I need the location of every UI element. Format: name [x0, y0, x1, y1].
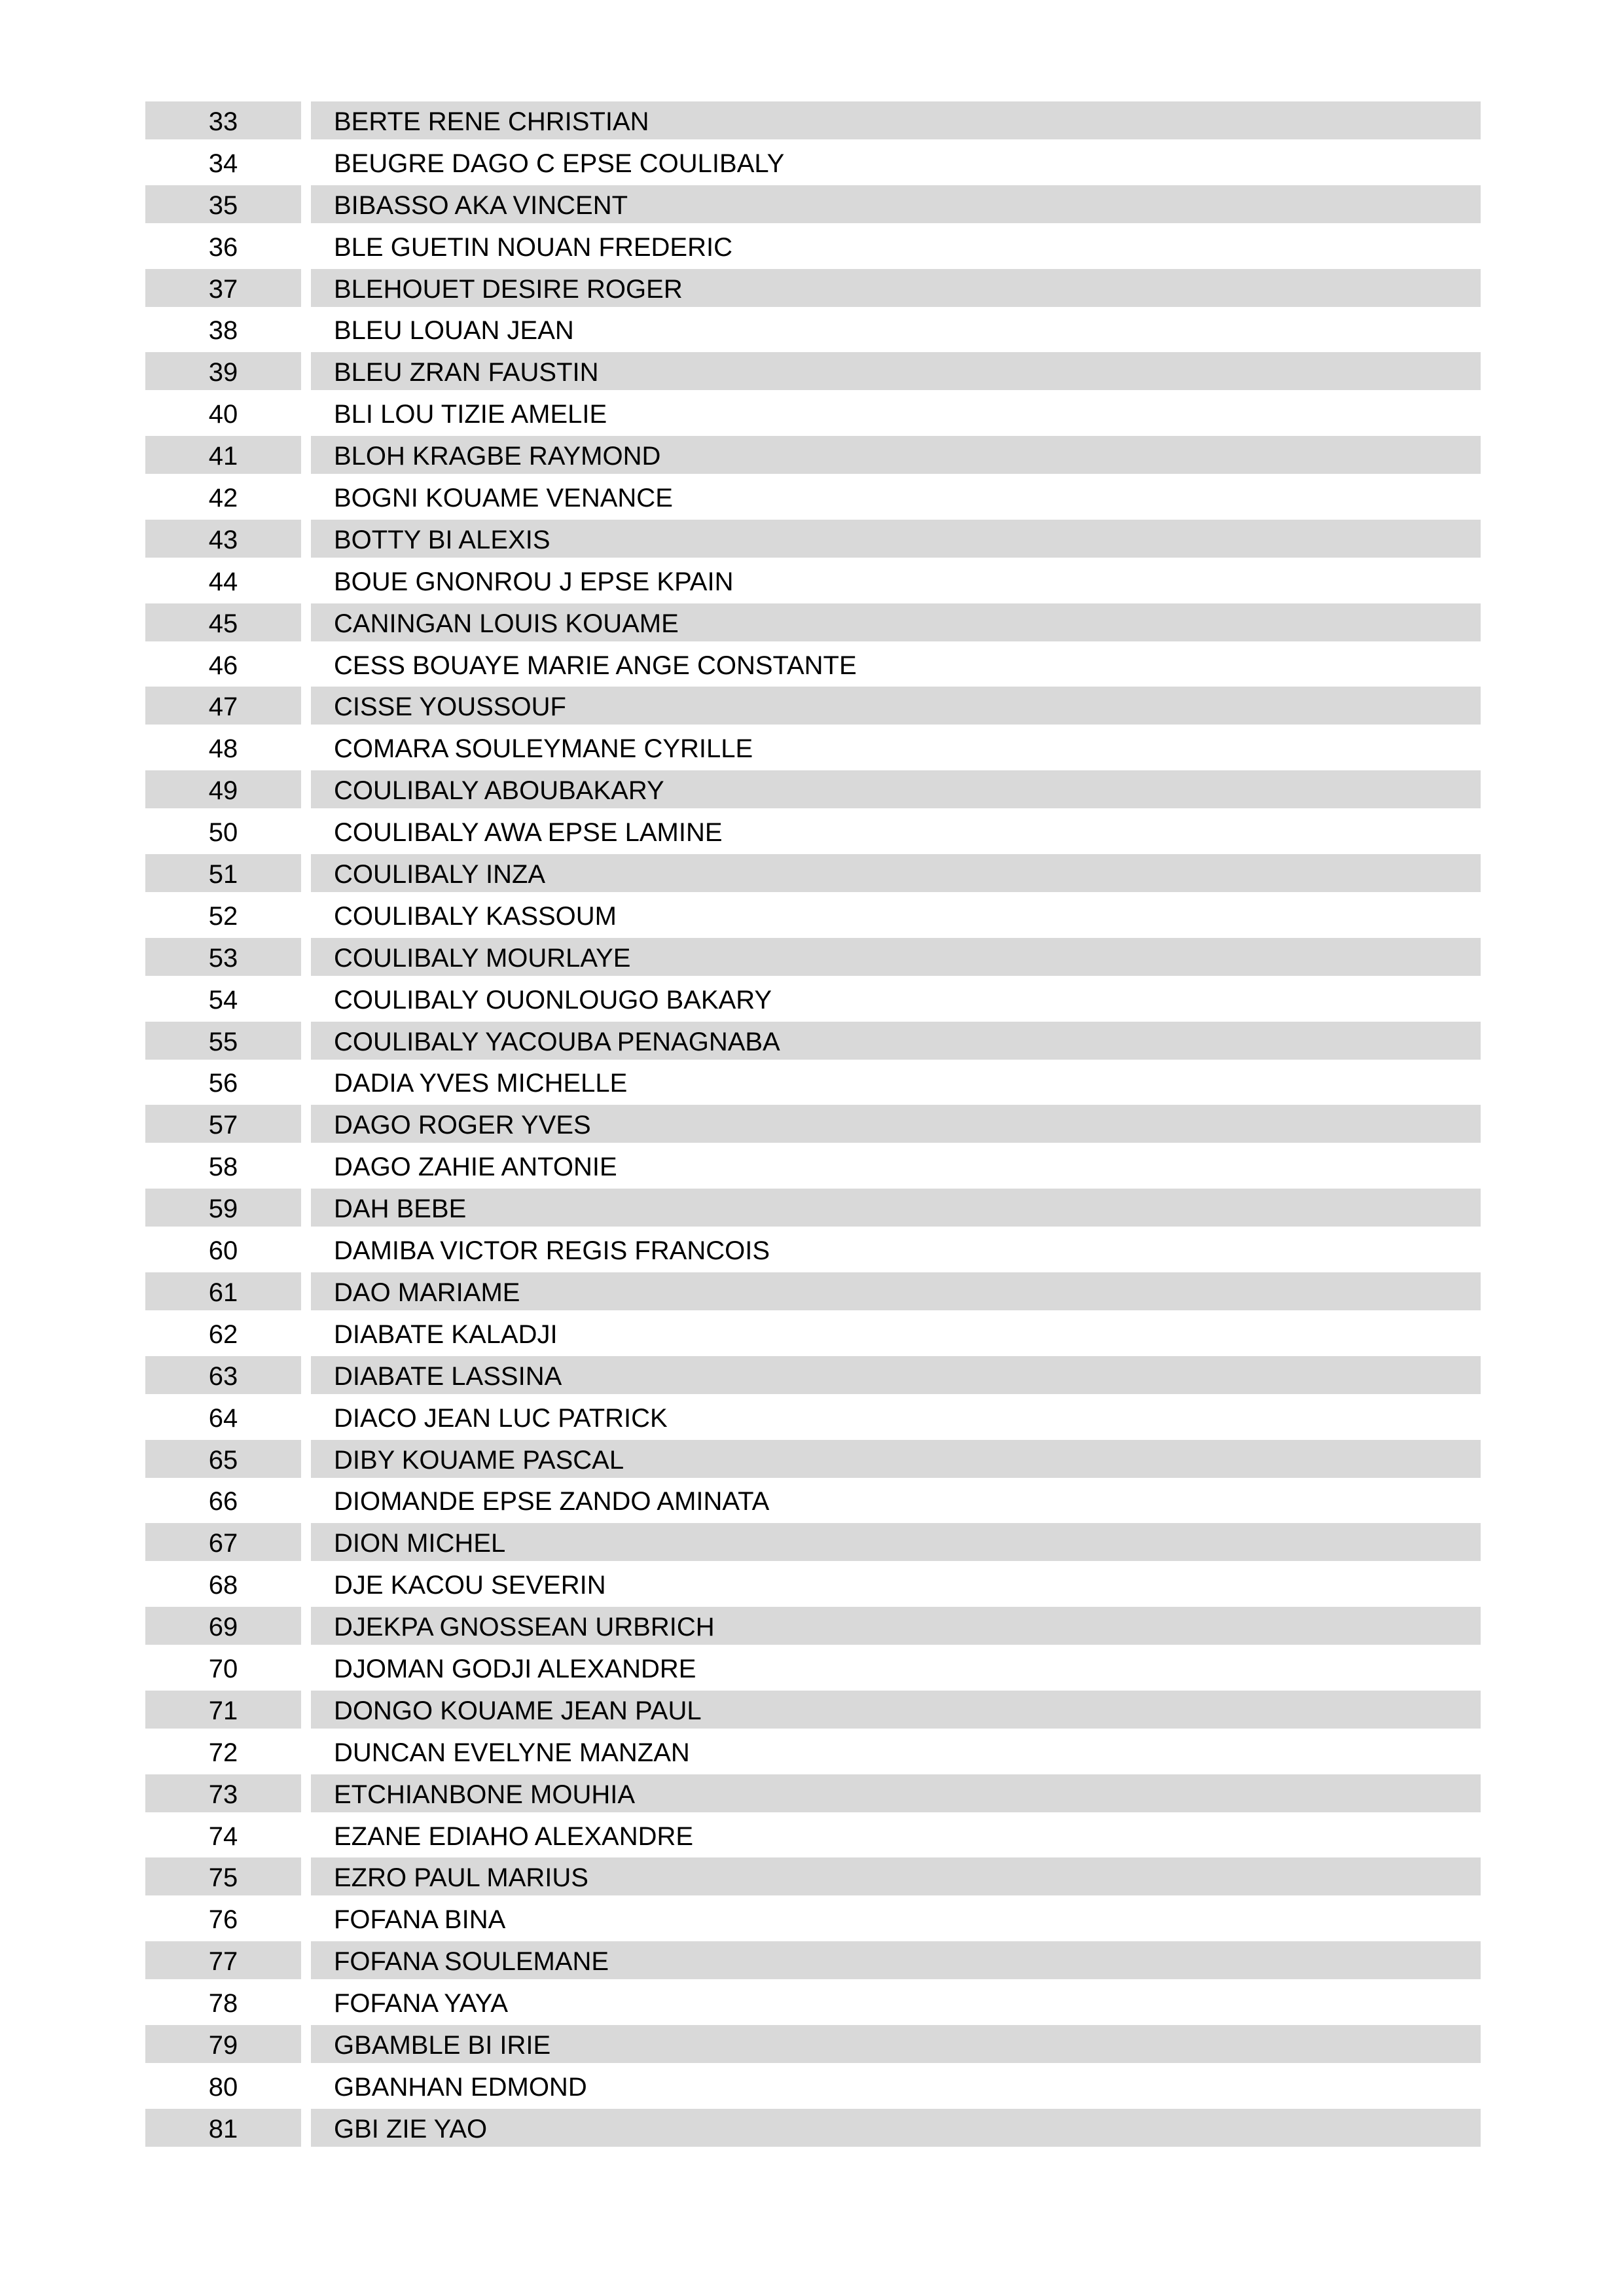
row-number: 48 — [208, 734, 238, 764]
row-number: 55 — [145, 1022, 301, 1060]
row-number: 74 — [208, 1821, 238, 1851]
table-row — [145, 478, 1481, 520]
row-number: 51 — [145, 854, 301, 892]
table-row — [145, 812, 1481, 854]
name-list — [145, 101, 1481, 2151]
person-name: DAH BEBE — [311, 1189, 1481, 1227]
person-name: BLEU LOUAN JEAN — [334, 316, 574, 346]
person-name: CANINGAN LOUIS KOUAME — [311, 603, 1481, 641]
person-name: BIBASSO AKA VINCENT — [311, 185, 1481, 223]
table-row — [145, 1272, 1481, 1314]
person-name: COULIBALY OUONLOUGO BAKARY — [334, 985, 772, 1014]
row-number: 80 — [208, 2072, 238, 2102]
row-number: 77 — [145, 1941, 301, 1979]
person-name: GBAMBLE BI IRIE — [311, 2025, 1481, 2063]
person-name: DADIA YVES MICHELLE — [334, 1069, 628, 1098]
person-name: FOFANA BINA — [334, 1905, 506, 1935]
person-name: DJOMAN GODJI ALEXANDRE — [334, 1654, 696, 1683]
table-row — [145, 645, 1481, 687]
table-row — [145, 1481, 1481, 1523]
row-number: 64 — [208, 1403, 238, 1433]
person-name: DUNCAN EVELYNE MANZAN — [334, 1738, 690, 1767]
row-number: 73 — [145, 1774, 301, 1812]
table-row — [145, 227, 1481, 269]
person-name: FOFANA SOULEMANE — [311, 1941, 1481, 1979]
table-row — [145, 896, 1481, 938]
row-number: 78 — [208, 1989, 238, 2018]
person-name: COULIBALY AWA EPSE LAMINE — [334, 818, 723, 848]
row-number: 35 — [145, 185, 301, 223]
table-row — [145, 687, 1481, 728]
table-row — [145, 1523, 1481, 1565]
table-row — [145, 1649, 1481, 1691]
row-number: 47 — [145, 687, 301, 725]
table-row — [145, 185, 1481, 227]
table-row — [145, 1147, 1481, 1189]
person-name: DIABATE LASSINA — [311, 1356, 1481, 1394]
row-number: 50 — [208, 818, 238, 848]
person-name: BERTE RENE CHRISTIAN — [311, 101, 1481, 139]
table-row — [145, 436, 1481, 478]
person-name: COULIBALY MOURLAYE — [311, 938, 1481, 976]
table-row — [145, 2067, 1481, 2109]
person-name: DIABATE KALADJI — [334, 1319, 558, 1349]
table-row — [145, 1941, 1481, 1983]
row-number: 81 — [145, 2109, 301, 2147]
table-row — [145, 1440, 1481, 1482]
row-number: 34 — [208, 149, 238, 178]
table-row — [145, 603, 1481, 645]
person-name: EZANE EDIAHO ALEXANDRE — [334, 1821, 694, 1851]
table-row — [145, 1314, 1481, 1356]
person-name: DAGO ZAHIE ANTONIE — [334, 1153, 617, 1182]
row-number: 36 — [208, 232, 238, 262]
row-number: 75 — [145, 1857, 301, 1895]
table-row — [145, 1063, 1481, 1105]
person-name: EZRO PAUL MARIUS — [311, 1857, 1481, 1895]
person-name: BLEHOUET DESIRE ROGER — [311, 269, 1481, 307]
row-number: 66 — [208, 1487, 238, 1516]
table-row — [145, 1189, 1481, 1230]
person-name: COULIBALY KASSOUM — [334, 901, 617, 931]
person-name: BLOH KRAGBE RAYMOND — [311, 436, 1481, 474]
table-row — [145, 1230, 1481, 1272]
person-name: DAO MARIAME — [311, 1272, 1481, 1310]
row-number: 68 — [208, 1571, 238, 1600]
person-name: DJE KACOU SEVERIN — [334, 1571, 606, 1600]
person-name: BOTTY BI ALEXIS — [311, 520, 1481, 558]
table-row — [145, 728, 1481, 770]
person-name: FOFANA YAYA — [334, 1989, 509, 2018]
person-name: BOUE GNONROU J EPSE KPAIN — [334, 567, 734, 596]
row-number: 63 — [145, 1356, 301, 1394]
person-name: BEUGRE DAGO C EPSE COULIBALY — [334, 149, 785, 178]
row-number: 76 — [208, 1905, 238, 1935]
person-name: GBI ZIE YAO — [311, 2109, 1481, 2147]
row-number: 39 — [145, 352, 301, 390]
table-row — [145, 938, 1481, 980]
row-number: 61 — [145, 1272, 301, 1310]
table-row — [145, 854, 1481, 896]
person-name: BOGNI KOUAME VENANCE — [334, 484, 673, 513]
person-name: BLI LOU TIZIE AMELIE — [334, 400, 607, 429]
table-row — [145, 1774, 1481, 1816]
row-number: 56 — [208, 1069, 238, 1098]
table-row — [145, 310, 1481, 352]
table-row — [145, 352, 1481, 394]
row-number: 69 — [145, 1607, 301, 1645]
row-number: 45 — [145, 603, 301, 641]
row-number: 72 — [208, 1738, 238, 1767]
table-row — [145, 770, 1481, 812]
table-row — [145, 1691, 1481, 1732]
row-number: 65 — [145, 1440, 301, 1478]
table-row — [145, 1983, 1481, 2025]
table-row — [145, 520, 1481, 562]
row-number: 53 — [145, 938, 301, 976]
table-row — [145, 562, 1481, 603]
row-number: 59 — [145, 1189, 301, 1227]
row-number: 71 — [145, 1691, 301, 1729]
row-number: 79 — [145, 2025, 301, 2063]
table-row — [145, 1732, 1481, 1774]
row-number: 67 — [145, 1523, 301, 1561]
person-name: DAGO ROGER YVES — [311, 1105, 1481, 1143]
row-number: 46 — [208, 651, 238, 680]
table-row — [145, 980, 1481, 1022]
person-name: GBANHAN EDMOND — [334, 2072, 587, 2102]
person-name: ETCHIANBONE MOUHIA — [311, 1774, 1481, 1812]
person-name: DJEKPA GNOSSEAN URBRICH — [311, 1607, 1481, 1645]
table-row — [145, 1816, 1481, 1858]
row-number: 41 — [145, 436, 301, 474]
person-name: COULIBALY ABOUBAKARY — [311, 770, 1481, 808]
table-row — [145, 1857, 1481, 1899]
row-number: 42 — [208, 484, 238, 513]
table-row — [145, 1356, 1481, 1398]
person-name: DAMIBA VICTOR REGIS FRANCOIS — [334, 1236, 770, 1266]
person-name: BLEU ZRAN FAUSTIN — [311, 352, 1481, 390]
person-name: DONGO KOUAME JEAN PAUL — [311, 1691, 1481, 1729]
row-number: 70 — [208, 1654, 238, 1683]
table-row — [145, 1105, 1481, 1147]
row-number: 58 — [208, 1153, 238, 1182]
row-number: 37 — [145, 269, 301, 307]
row-number: 43 — [145, 520, 301, 558]
person-name: COMARA SOULEYMANE CYRILLE — [334, 734, 753, 764]
table-row — [145, 1607, 1481, 1649]
person-name: DIACO JEAN LUC PATRICK — [334, 1403, 668, 1433]
row-number: 38 — [208, 316, 238, 346]
person-name: CESS BOUAYE MARIE ANGE CONSTANTE — [334, 651, 857, 680]
row-number: 60 — [208, 1236, 238, 1266]
table-row — [145, 143, 1481, 185]
row-number: 40 — [208, 400, 238, 429]
table-row — [145, 1022, 1481, 1064]
person-name: DION MICHEL — [311, 1523, 1481, 1561]
person-name: CISSE YOUSSOUF — [311, 687, 1481, 725]
row-number: 57 — [145, 1105, 301, 1143]
table-row — [145, 394, 1481, 436]
table-row — [145, 269, 1481, 311]
row-number: 52 — [208, 901, 238, 931]
person-name: BLE GUETIN NOUAN FREDERIC — [334, 232, 732, 262]
table-row — [145, 1899, 1481, 1941]
row-number: 49 — [145, 770, 301, 808]
table-row — [145, 1398, 1481, 1440]
table-row — [145, 101, 1481, 143]
person-name: COULIBALY INZA — [311, 854, 1481, 892]
row-number: 62 — [208, 1319, 238, 1349]
row-number: 54 — [208, 985, 238, 1014]
person-name: COULIBALY YACOUBA PENAGNABA — [311, 1022, 1481, 1060]
table-row — [145, 1565, 1481, 1607]
table-row — [145, 2109, 1481, 2151]
person-name: DIOMANDE EPSE ZANDO AMINATA — [334, 1487, 770, 1516]
row-number: 44 — [208, 567, 238, 596]
person-name: DIBY KOUAME PASCAL — [311, 1440, 1481, 1478]
row-number: 33 — [145, 101, 301, 139]
table-row — [145, 2025, 1481, 2067]
